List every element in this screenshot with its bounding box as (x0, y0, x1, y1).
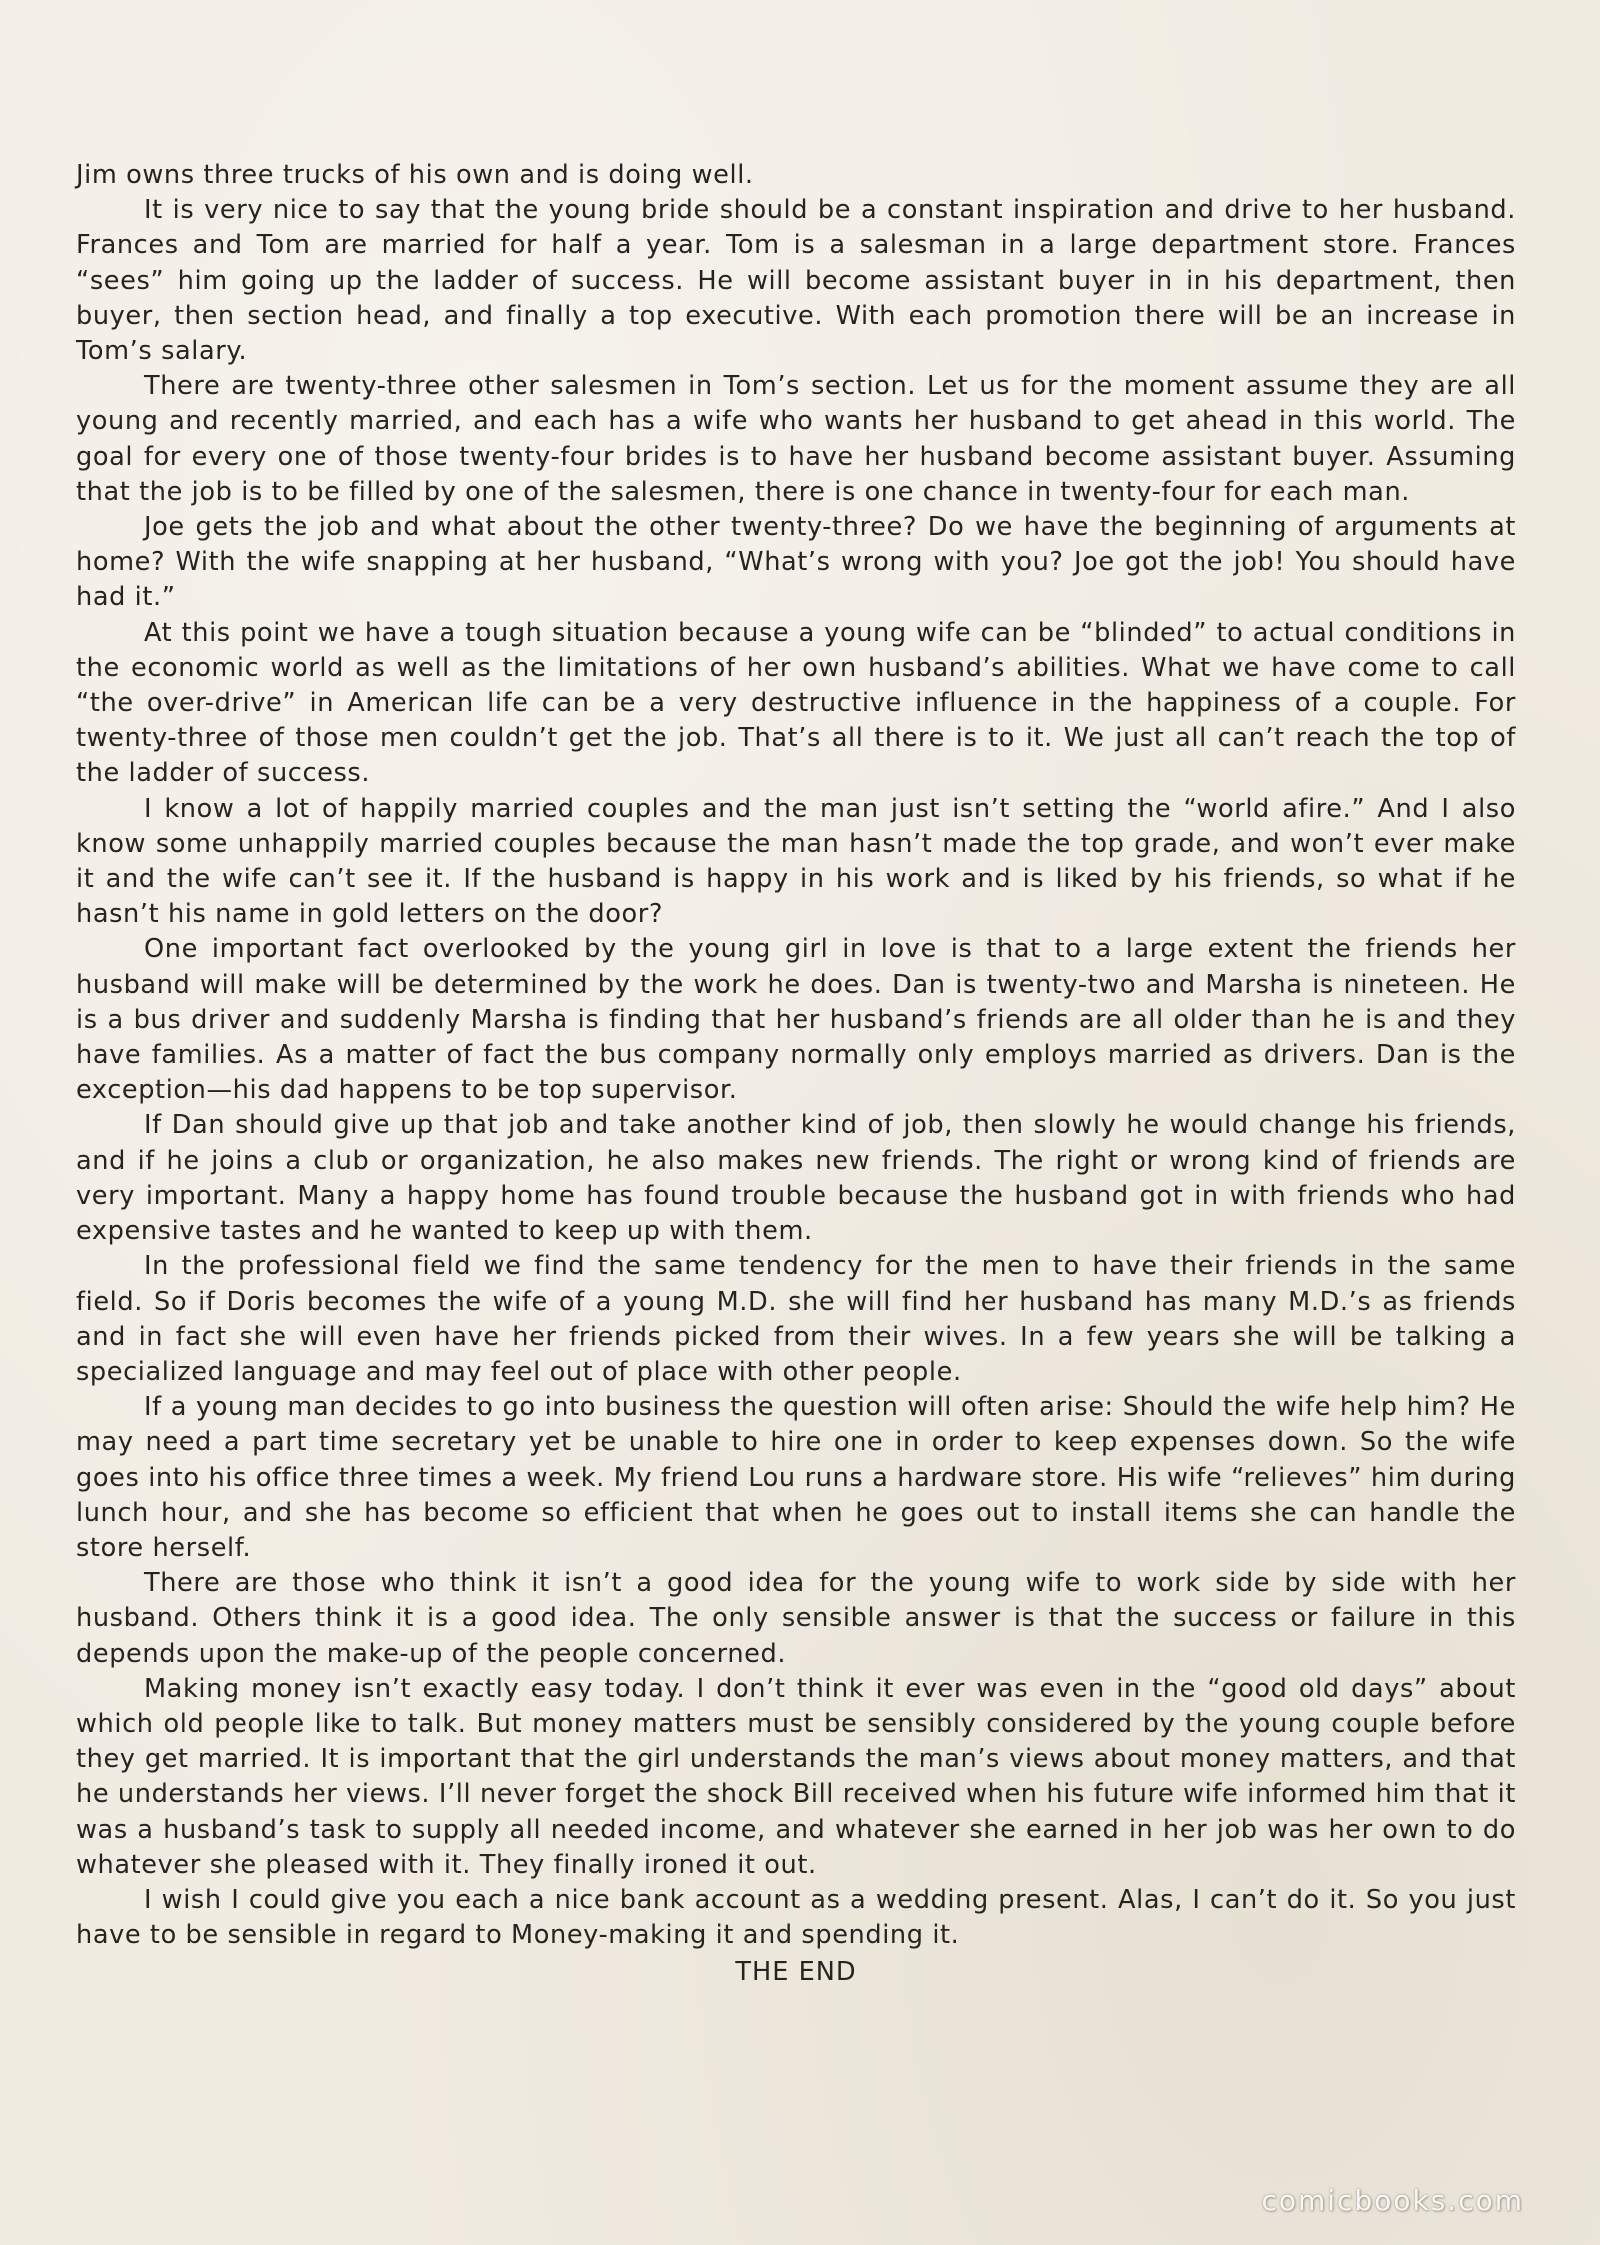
watermark: comicbooks.com (1261, 2184, 1524, 2217)
paragraph-4: Joe gets the job and what about the other twenty-three? Do we have the beginning of arguments at home? With the wife snapping at her husband, “What’s wrong with you? Joe got the job! You should have had it.” (76, 512, 1516, 613)
paragraph-6: I know a lot of happily married couples and the man just isn’t setting the “world afire.” And I also know some unhappily married couples because the man hasn’t made the top grade, and won’t ever make it and the wife can’t see it. If the husband is happy in his work and is liked by his friends, so what if he hasn’t his name in gold letters on the door? (76, 793, 1516, 930)
paragraph-2: It is very nice to say that the young bride should be a constant inspiration and drive to her husband. Frances and Tom are married for half a year. Tom is a salesman in a large department store. Frances “sees” him going up the ladder of success. He will become assistant buyer in in his department, then buyer, then section head, and finally a top executive. With each promotion there will be an increase in Tom’s salary. (76, 195, 1516, 367)
the-end-label: THE END (735, 1957, 857, 1988)
paragraph-1: Jim owns three trucks of his own and is doing well. (76, 160, 754, 190)
paragraph-13: I wish I could give you each a nice bank account as a wedding present. Alas, I can’t do it. So you just have to be sensible in regard to Money-making it and spending it. (76, 1884, 1516, 1951)
paragraph-3: There are twenty-three other salesmen in Tom’s section. Let us for the moment assume they are all young and recently married, and each has a wife who wants her husband to get ahead in this world. The goal for every one of those twenty-four brides is to have her husband become assistant buyer. Assuming that the job is to be filled by one of the salesmen, there is one chance in twenty-four for each man. (76, 371, 1516, 507)
paragraph-5: At this point we have a tough situation because a young wife can be “blinded” to actual conditions in the economic world as well as the limitations of her own husband’s abilities. What we have come to call “the over-drive” in American life can be a very destructive influence in the happiness of a couple. For twenty-three of those men couldn’t get the job. That’s all there is to it. We just all can’t reach the top of the ladder of success. (76, 617, 1516, 789)
article-body (76, 158, 1516, 1991)
paragraph-8: If Dan should give up that job and take another kind of job, then slowly he would change his friends, and if he joins a club or organization, he also makes new friends. The right or wrong kind of friends are very important. Many a happy home has found trouble because the husband got in with friends who had expensive tastes and he wanted to keep up with them. (76, 1110, 1516, 1247)
paragraph-12: Making money isn’t exactly easy today. I don’t think it ever was even in the “good old days” about which old people like to talk. But money matters must be sensibly considered by the young couple before they get married. It is important that the girl understands the man’s views about money matters, and that he understands her views. I’ll never forget the shock Bill received when his future wife informed him that it was a husband’s task to supply all needed income, and whatever she earned in her job was her own to do whatever she pleased with it. They finally ironed it out. (76, 1673, 1516, 1880)
paragraph-9: In the professional field we find the same tendency for the men to have their friends in the same field. So if Doris becomes the wife of a young M.D. she will find her husband has many M.D.’s as friends and in fact she will even have her friends picked from their wives. In a few years she will be talking a specialized language and may feel out of place with other people. (76, 1251, 1516, 1387)
paragraph-11: There are those who think it isn’t a good idea for the young wife to work side by side with her husband. Others think it is a good idea. The only sensible answer is that the success or failure in this depends upon the make-up of the people concerned. (76, 1568, 1516, 1669)
paragraph-10: If a young man decides to go into business the question will often arise: Should the wife help him? He may need a part time secretary yet be unable to hire one in order to keep expenses down. So the wife goes into his office three times a week. My friend Lou runs a hardware store. His wife “relieves” him during lunch hour, and she has become so efficient that when he goes out to install items she can handle the store herself. (76, 1392, 1516, 1563)
paragraph-7: One important fact overlooked by the young girl in love is that to a large extent the friends her husband will make will be determined by the work he does. Dan is twenty-two and Marsha is nineteen. He is a bus driver and suddenly Marsha is finding that her husband’s friends are all older than he is and they have families. As a matter of fact the bus company normally only employs married as drivers. Dan is the exception—his dad happens to be top supervisor. (76, 934, 1516, 1106)
